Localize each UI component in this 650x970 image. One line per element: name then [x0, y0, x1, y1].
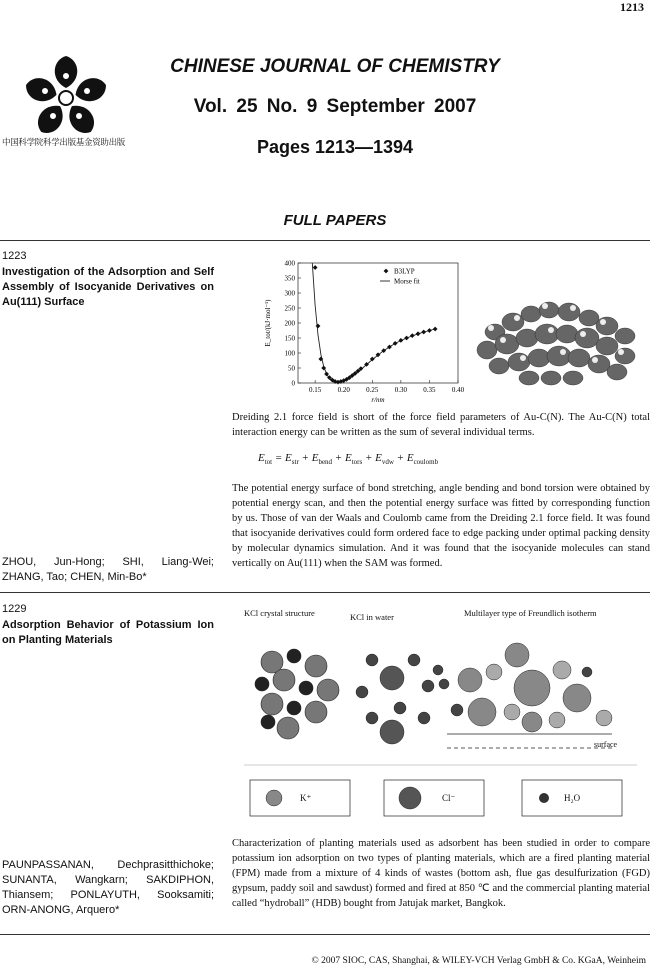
article-page-number: 1229 [2, 603, 27, 615]
x-tick-label: 0.40 [451, 386, 465, 394]
copyright-footer: © 2007 SIOC, CAS, Shanghai, & WILEY-VCH Verlag GmbH & Co. KGaA, Weinheim [311, 956, 646, 966]
article-abstract: The potential energy surface of bond stretching, angle bending and bond torsion were obtained by potential energy scan, and then the potential energy surface was fitted by corresponding function by us. Those of van der Waals and Coulomb came from the Dreiding 2.1 force field. It was found that isocyanide derivatives could form ordered face to edge packing under optimal packing density by molecular dynamics simulation. And it was found that the isocyanide molecules can stand vertically on Au(111) when the SAM was formed. [232, 483, 650, 569]
article-authors: PAUNPASSANAN, Dechprasitthichoke; SUNANTA, Wangkarn; SAKDIPHON, Thiansem; PONLAYUTH, Sooksamiti; ORN-ANONG, Arquero* [2, 859, 214, 916]
label-water: KCl in water [350, 612, 394, 622]
y-tick-label: 250 [284, 304, 295, 313]
article-title: Adsorption Behavior of Potassium Ion on Planting Materials [2, 619, 214, 646]
divider [0, 934, 650, 935]
divider [0, 240, 650, 241]
article-title: Investigation of the Adsorption and Self Assembly of Isocyanide Derivatives on Au(111) Surface [2, 266, 214, 308]
article-abstract: Dreiding 2.1 force field is short of the force field parameters of Au-C(N). The Au-C(N) total interaction energy can be written as the sum of several individual terms. [232, 412, 650, 438]
b3lyp-point [410, 333, 415, 338]
label-surface: surface [594, 740, 618, 749]
x-tick-label: 0.20 [337, 386, 350, 394]
label-isotherm: Multilayer type of Freundlich isotherm [464, 608, 597, 618]
b3lyp-point [324, 372, 329, 377]
plot-frame [298, 263, 458, 383]
legend-label-morse: Morse fit [394, 277, 420, 286]
y-tick-label: 150 [284, 334, 295, 343]
energy-equation: $E_{tot} = E_{str} + E_{bend} + E_{tors} + E_{vdw} + E_{coulomb}$ [258, 452, 439, 467]
b3lyp-point [416, 331, 421, 336]
b3lyp-point [393, 341, 398, 346]
article-abstract: Characterization of planting materials used as adsorbent has been studied in order to compare potassium ion adsorption on two types of planting materials, which are a fired planting material (FPM) made from a mixture of 4 kinds of wastes (bottom ash, flue gas desulfurization (FGD) gypsum, paddy soil and sawdust) formed and fired at 850 ℃ and the commercial planting material called “hydroball” (HDB) bought from Jatujak market, Bangkok. [232, 838, 650, 909]
y-tick-label: 100 [284, 349, 295, 358]
x-axis-label: r/nm [371, 396, 385, 404]
section-title: FULL PAPERS [283, 212, 387, 229]
y-tick-label: 400 [284, 259, 295, 268]
pages-line: Pages 1213—1394 [256, 137, 414, 157]
issue-line: Vol. 25 No. 9 September 2007 [193, 96, 477, 117]
journal-title: CHINESE JOURNAL OF CHEMISTRY [170, 56, 500, 77]
article-page-number: 1223 [2, 250, 27, 262]
article-authors: ZHOU, Jun-Hong; SHI, Liang-Wei; ZHANG, Tao; CHEN, Min-Bo* [2, 556, 214, 583]
y-axis-label: E_tot/(kJ·mol⁻¹) [264, 299, 272, 347]
energy-chart [258, 255, 468, 405]
y-tick-label: 50 [288, 364, 295, 373]
b3lyp-point [316, 324, 321, 329]
kcl-figure [232, 600, 650, 825]
legend-h2o: H₂O [564, 793, 581, 803]
b3lyp-point [398, 338, 403, 343]
legend-k: K⁺ [300, 793, 312, 803]
b3lyp-point [387, 345, 392, 350]
b3lyp-point [404, 336, 409, 341]
b3lyp-point [427, 328, 432, 333]
label-crystal: KCl crystal structure [244, 608, 315, 618]
legend-cl: Cl⁻ [442, 793, 456, 803]
legend-label-b3lyp: B3LYP [394, 267, 415, 276]
y-tick-label: 0 [291, 379, 295, 388]
x-tick-label: 0.30 [394, 386, 407, 394]
b3lyp-point [421, 330, 426, 335]
b3lyp-point [433, 327, 438, 332]
sam-molecule-image [465, 292, 645, 392]
y-tick-label: 300 [284, 289, 295, 298]
y-tick-label: 350 [284, 274, 295, 283]
divider [0, 592, 650, 593]
page-number: 1213 [620, 0, 644, 14]
legend-marker-b3lyp [384, 269, 389, 274]
kcl-diagram [232, 600, 650, 825]
x-tick-label: 0.15 [309, 386, 322, 394]
publisher-line: 中国科学院科学出版基金资助出版 [2, 138, 126, 148]
b3lyp-point [313, 265, 318, 270]
x-tick-label: 0.35 [423, 386, 436, 394]
y-tick-label: 200 [284, 319, 295, 328]
x-tick-label: 0.25 [366, 386, 379, 394]
